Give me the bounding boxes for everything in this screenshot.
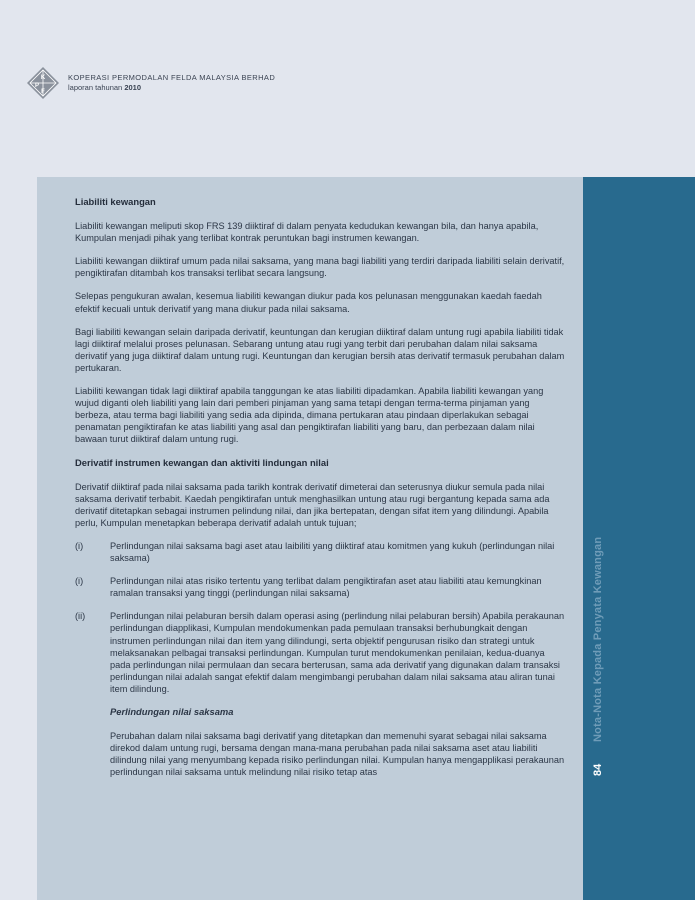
heading-liabiliti-kewangan: Liabiliti kewangan — [75, 196, 156, 207]
list-item — [75, 575, 567, 599]
list-item — [75, 610, 567, 695]
paragraph: Liabiliti kewangan diiktiraf umum pada nilai saksama, yang mana bagi liabiliti yang terdiri daripada liabiliti selain derivatif, pengiktirafan ditambah kos transaksi terlibat secara langsung. — [75, 256, 565, 279]
page-number: 84 — [592, 763, 604, 776]
report-prefix: laporan tahunan — [68, 83, 123, 92]
organization-name: KOPERASI PERMODALAN FELDA MALAYSIA BERHAD — [68, 73, 276, 82]
list-item-text: Perlindungan nilai atas risiko tertentu yang terlibat dalam pengiktirafan aset atau liabiliti atau kemungkinan ramalan transaksi yang tinggi (perlindungan nilai saksama) — [110, 576, 542, 599]
sidebar-section-title: Nota-Nota Kepada Penyata Kewangan — [592, 536, 604, 742]
paragraph: Bagi liabiliti kewangan selain daripada derivatif, keuntungan dan kerugian diiktiraf dalam untung rugi apabila liabiliti tidak lagi diiktiraf melalui proses pelunasan. Sebarang untung atau rugi yang terbit dari perubahan dalam nilai saksama derivatif yang juga diiktiraf dalam untung rugi. Keuntungan dan kerugian bersih atas derivatif termasuk perubahan dalam pertukaran. — [75, 326, 565, 373]
subheading-perlindungan-nilai-saksama: Perlindungan nilai saksama — [110, 706, 234, 717]
subsection-perlindungan — [75, 706, 567, 778]
kpf-logo — [26, 66, 60, 100]
paragraph: Selepas pengukuran awalan, kesemua liabiliti kewangan diukur pada kos pelunasan menggunakan kaedah faedah efektif kecuali untuk derivatif yang mana diukur pada nilai saksama. — [75, 291, 542, 314]
report-year: 2010 — [124, 83, 141, 92]
paragraph: Liabiliti kewangan tidak lagi diiktiraf apabila tanggungan ke atas liabiliti dipadamkan. Apabila liabiliti kewangan yang wujud diganti oleh liabiliti yang lain dari pemberi pinjaman yang sama tetapi dengan terma-terma pinjaman yang berbeza, atau terma bagi liabiliti yang sedia ada dipinda, dimana pertukaran atau pindaan diperlakukan sebagai penamatan pengiktirafan ke atas liabiliti yang asal dan pengiktirafan liabiliti yang baru, dan perbezaan dalam nilai bawaan turut diiktiraf dalam untung rugi. — [75, 386, 544, 445]
heading-derivatif: Derivatif instrumen kewangan dan aktiviti lindungan nilai — [75, 456, 329, 468]
list-item — [75, 540, 567, 564]
list-marker: (i) — [75, 540, 84, 551]
list-marker: (ii) — [75, 611, 86, 622]
report-header — [68, 73, 275, 93]
logo-letter-p: P — [34, 83, 40, 89]
list-marker: (i) — [75, 576, 84, 587]
paragraph: Liabiliti kewangan meliputi skop FRS 139 diiktiraf di dalam penyata kedudukan kewangan bila, dan hanya apabila, Kumpulan menjadi pihak yang terlibat kontrak peruntukan bagi instrumen kewangan. — [75, 221, 539, 244]
logo-letter-f: F — [41, 89, 45, 95]
paragraph: Perubahan dalam nilai saksama bagi derivatif yang ditetapkan dan memenuhi syarat sebagai nilai saksama direkod dalam untung rugi, bersama dengan mana-mana perubahan pada nilai saksama aset atau liabiliti dilindung nilai yang menyumbang kepada risiko perlindungan nilai. Kumpulan hanya mengapplikasi perakaunan perlindungan nilai saksama untuk melindung nilai risiko tetap atas — [110, 731, 565, 778]
document-body — [75, 196, 567, 789]
list-item-text: Perlindungan nilai saksama bagi aset atau laibiliti yang diiktiraf atau komitmen yang kukuh (perlindungan nilai saksama) — [110, 540, 555, 564]
logo-letter-k: K — [40, 75, 46, 81]
list-item-text: Perlindungan nilai pelaburan bersih dalam operasi asing (perlindung nilai pelaburan bersih) Apabila perakaunan perlindungan diapplikasi, Kumpulan mendokumenkan pada pemulaan transaksi berhubungkait dengan instrumen perlindungan nilai dan item yang dilindungi, serta objektif pengurusan risiko dan strategi untuk melaksanakan pelbagai transaksi perlindungan. Kumpulan turut mendokumenkan penilaian, kedua-duanya pada perlindungan nilai permulaan dan secara berterusan, sama ada derivatif yang digunakan dalam transaksi perlindungan nilai adalah sangat efektif dalam mengimbangi perubahan dalam nilai saksama atau aliran tunai item dilindung. — [110, 611, 565, 694]
paragraph: Derivatif diiktiraf pada nilai saksama pada tarikh kontrak derivatif dimeterai dan seterusnya diukur semula pada nilai saksama derivatif terbabit. Kaedah pengiktirafan untuk menghasilkan untung atau rugi bergantung kepada sama ada derivatif ditetapkan sebagai instrumen pelindung nilai, dan jika bertepatan, dengan sifat item yang dilindungi. Apabila perlu, Kumpulan menetapkan beberapa derivatif adalah untuk tujuan; — [75, 481, 550, 528]
